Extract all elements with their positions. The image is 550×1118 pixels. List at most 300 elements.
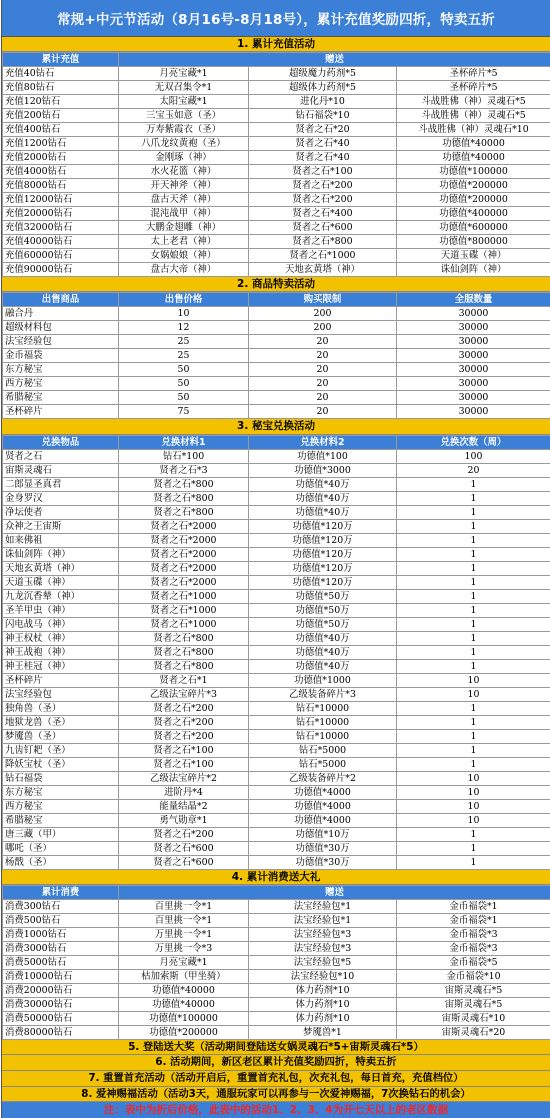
- table-cell: 30000: [397, 335, 550, 349]
- table-cell: 神王桂冠（神）: [3, 659, 119, 673]
- table-cell: 30000: [397, 307, 550, 321]
- table-cell: 净坛使者: [3, 505, 119, 519]
- table-row: [3, 969, 550, 983]
- table-cell: 12: [119, 321, 249, 335]
- table-cell: 充值40钻石: [3, 67, 119, 81]
- header-cell: 兑换材料1: [119, 435, 249, 449]
- table-cell: 贤者之石*800: [119, 477, 249, 491]
- table-cell: 乙级装备碎片*2: [249, 771, 397, 785]
- table-row: [3, 95, 550, 109]
- table-cell: 哪吒（圣）: [3, 841, 119, 855]
- table-row: [3, 729, 550, 743]
- table-row: [3, 743, 550, 757]
- table-cell: 充值32000钻石: [3, 221, 119, 235]
- table-cell: 钻石*100: [119, 449, 249, 463]
- table-row: [3, 757, 550, 771]
- table-cell: 进阶丹*4: [119, 785, 249, 799]
- table-cell: 斗战胜佛（神）灵魂石*10: [397, 123, 550, 137]
- table-cell: 斗战胜佛（神）灵魂石*5: [397, 109, 550, 123]
- table-cell: 太上老君（神）: [119, 235, 249, 249]
- table-cell: 充值40000钻石: [3, 235, 119, 249]
- table-cell: 神王战袍（神）: [3, 645, 119, 659]
- table-row: [3, 1011, 550, 1025]
- table-cell: 金身罗汉: [3, 491, 119, 505]
- table-cell: 功德值*800000: [397, 235, 550, 249]
- table-cell: 贤者之石*200: [119, 827, 249, 841]
- table-row: [3, 363, 550, 377]
- table-cell: 功德值*40000: [397, 151, 550, 165]
- table-cell: 贤者之石*1000: [249, 249, 397, 263]
- header-cell: 累计消费: [3, 885, 119, 899]
- table-cell: 贤者之石*200: [119, 729, 249, 743]
- table-row: [3, 827, 550, 841]
- table-cell: 法宝经验包: [3, 335, 119, 349]
- table-row: [3, 589, 550, 603]
- table-cell: 金刚琢（神）: [119, 151, 249, 165]
- table-cell: 贤者之石*800: [119, 491, 249, 505]
- table-cell: 钻石*10000: [249, 701, 397, 715]
- table-cell: 功德值*120万: [249, 575, 397, 589]
- table-cell: 乙级装备碎片*3: [249, 687, 397, 701]
- table-cell: 钻石*5000: [249, 743, 397, 757]
- table-cell: 10: [397, 771, 550, 785]
- table-cell: 消费80000钻石: [3, 1025, 119, 1039]
- table-cell: 闪电战马（神）: [3, 617, 119, 631]
- table-cell: 金币福袋: [3, 349, 119, 363]
- page-title: 常规+中元节活动（8月16号-8月18号），累计充值奖励四折，特卖五折: [2, 0, 550, 37]
- table-row: [3, 645, 550, 659]
- table-cell: 希腊秘宝: [3, 813, 119, 827]
- table-cell: 1: [397, 631, 550, 645]
- table-cell: 功德值*40万: [249, 505, 397, 519]
- table-cell: 贤者之石*800: [249, 235, 397, 249]
- table-cell: 功德值*600000: [397, 221, 550, 235]
- table-cell: 充值80钻石: [3, 81, 119, 95]
- header-cell: 兑换物品: [3, 435, 119, 449]
- table-cell: 30000: [397, 349, 550, 363]
- table-cell: 降妖宝杖（圣）: [3, 757, 119, 771]
- section-heading-sale: 2. 商品特卖活动: [2, 277, 550, 292]
- table-cell: 消费3000钻石: [3, 941, 119, 955]
- table-cell: 10: [397, 673, 550, 687]
- table-row: [3, 221, 550, 235]
- table-cell: 功德值*50万: [249, 603, 397, 617]
- table-cell: 法宝经验包*3: [249, 927, 397, 941]
- exchange-table: [2, 435, 550, 870]
- table-cell: 充值400钻石: [3, 123, 119, 137]
- table-cell: 贤者之石*800: [119, 659, 249, 673]
- table-cell: 功德值*50万: [249, 617, 397, 631]
- table-cell: 50: [119, 377, 249, 391]
- table-cell: 消费30000钻石: [3, 997, 119, 1011]
- table-cell: 充值200钻石: [3, 109, 119, 123]
- table-cell: 贤者之石*1: [119, 673, 249, 687]
- table-cell: 八爪龙纹黄袍（圣）: [119, 137, 249, 151]
- table-cell: 充值12000钻石: [3, 193, 119, 207]
- table-cell: 功德值*100: [249, 449, 397, 463]
- table-cell: 太阳宝藏*1: [119, 95, 249, 109]
- table-cell: 贤者之石: [3, 449, 119, 463]
- table-cell: 地狱龙兽（圣）: [3, 715, 119, 729]
- table-cell: 钻石*10000: [249, 729, 397, 743]
- table-row: [3, 81, 550, 95]
- table-cell: 贤者之石*200: [249, 179, 397, 193]
- table-cell: 乙级法宝碎片*3: [119, 687, 249, 701]
- table-cell: 75: [119, 405, 249, 419]
- table-row: [3, 673, 550, 687]
- table-cell: 消费300钻石: [3, 899, 119, 913]
- table-cell: 消费500钻石: [3, 913, 119, 927]
- table-cell: 消费1000钻石: [3, 927, 119, 941]
- table-cell: 东方秘宝: [3, 363, 119, 377]
- table-cell: 功德值*120万: [249, 519, 397, 533]
- table-row: [3, 67, 550, 81]
- table-cell: 1: [397, 575, 550, 589]
- table-cell: 功德值*30万: [249, 841, 397, 855]
- table-cell: 贤者之石*2000: [119, 575, 249, 589]
- table-cell: 贤者之石*1000: [119, 603, 249, 617]
- table-cell: 功德值*4000: [249, 799, 397, 813]
- note-discount: 6. 活动期间，新区老区累计充值奖励四折，特卖五折: [2, 1055, 550, 1071]
- table-cell: 独角兽（圣）: [3, 701, 119, 715]
- table-cell: 贤者之石*100: [119, 757, 249, 771]
- recharge-table: [2, 52, 550, 277]
- table-cell: 20: [249, 335, 397, 349]
- table-row: [3, 785, 550, 799]
- table-cell: 女娲娘娘（神）: [119, 249, 249, 263]
- table-cell: 50: [119, 391, 249, 405]
- table-cell: 诛仙剑阵（神）: [3, 547, 119, 561]
- table-cell: 体力药剂*10: [249, 997, 397, 1011]
- table-header-row: [3, 293, 550, 307]
- table-cell: 金币福袋*3: [397, 941, 550, 955]
- table-cell: 功德值*10万: [249, 827, 397, 841]
- table-row: [3, 235, 550, 249]
- table-cell: 1: [397, 729, 550, 743]
- table-cell: 功德值*100000: [397, 165, 550, 179]
- table-cell: 20: [397, 463, 550, 477]
- table-cell: 法宝经验包*1: [249, 899, 397, 913]
- table-cell: 希腊秘宝: [3, 391, 119, 405]
- table-cell: 贤者之石*20: [249, 123, 397, 137]
- table-cell: 功德值*40万: [249, 645, 397, 659]
- table-cell: 法宝经验包*1: [249, 913, 397, 927]
- table-cell: 诛仙剑阵（神）: [397, 263, 550, 277]
- table-cell: 法宝经验包*3: [249, 941, 397, 955]
- table-cell: 功德值*40000: [119, 997, 249, 1011]
- table-cell: 贤者之石*2000: [119, 547, 249, 561]
- table-cell: 圣杯碎片: [3, 405, 119, 419]
- header-cell: 赠送: [119, 885, 550, 899]
- table-cell: 法宝经验包*10: [249, 969, 397, 983]
- table-row: [3, 631, 550, 645]
- table-cell: 宙斯灵魂石*10: [397, 1011, 550, 1025]
- table-cell: 金币福袋*1: [397, 913, 550, 927]
- table-cell: 充值90000钻石: [3, 263, 119, 277]
- table-cell: 1: [397, 603, 550, 617]
- table-cell: 10: [119, 307, 249, 321]
- table-cell: 100: [397, 449, 550, 463]
- table-cell: 神王权杖（神）: [3, 631, 119, 645]
- table-cell: 1: [397, 561, 550, 575]
- table-cell: 30000: [397, 321, 550, 335]
- table-cell: 万里挑一令*3: [119, 941, 249, 955]
- table-cell: 消费10000钻石: [3, 969, 119, 983]
- table-row: [3, 701, 550, 715]
- table-cell: 贤者之石*3: [119, 463, 249, 477]
- table-cell: 功德值*120万: [249, 533, 397, 547]
- table-cell: 超级材料包: [3, 321, 119, 335]
- table-cell: 功德值*40万: [249, 491, 397, 505]
- table-cell: 贤者之石*800: [119, 645, 249, 659]
- header-cell: 出售商品: [3, 293, 119, 307]
- table-row: [3, 799, 550, 813]
- table-cell: 超级魔力药剂*5: [249, 67, 397, 81]
- table-cell: 贤者之石*1000: [119, 589, 249, 603]
- table-cell: 贤者之石*800: [119, 505, 249, 519]
- table-cell: 功德值*3000: [249, 463, 397, 477]
- table-row: [3, 813, 550, 827]
- table-row: [3, 151, 550, 165]
- table-cell: 圣羊甲虫（神）: [3, 603, 119, 617]
- table-cell: 乙级法宝碎片*2: [119, 771, 249, 785]
- table-row: [3, 137, 550, 151]
- table-row: [3, 603, 550, 617]
- table-cell: 功德值*50万: [249, 589, 397, 603]
- table-cell: 20: [249, 391, 397, 405]
- table-cell: 法宝经验包*5: [249, 955, 397, 969]
- table-row: [3, 1025, 550, 1039]
- table-cell: 贤者之石*200: [119, 701, 249, 715]
- header-cell: 累计充值: [3, 53, 119, 67]
- header-cell: 购买限制: [249, 293, 397, 307]
- table-row: [3, 321, 550, 335]
- table-cell: 10: [397, 785, 550, 799]
- table-cell: 功德值*120万: [249, 547, 397, 561]
- table-cell: 开天神斧（神）: [119, 179, 249, 193]
- table-cell: 百里挑一令*1: [119, 899, 249, 913]
- table-row: [3, 519, 550, 533]
- table-cell: 消费50000钻石: [3, 1011, 119, 1025]
- table-cell: 贤者之石*1000: [119, 617, 249, 631]
- table-cell: 20: [249, 405, 397, 419]
- event-sheet: [1, 0, 550, 1118]
- table-cell: 充值2000钻石: [3, 151, 119, 165]
- table-cell: 1: [397, 659, 550, 673]
- table-header-row: [3, 885, 550, 899]
- table-cell: 金币福袋*1: [397, 899, 550, 913]
- table-cell: 钻石福袋*10: [249, 109, 397, 123]
- table-cell: 1: [397, 519, 550, 533]
- table-header-row: [3, 435, 550, 449]
- table-cell: 万里挑一令*1: [119, 927, 249, 941]
- table-cell: 25: [119, 335, 249, 349]
- table-cell: 金币福袋*3: [397, 927, 550, 941]
- table-row: [3, 771, 550, 785]
- table-cell: 九齿钉耙（圣）: [3, 743, 119, 757]
- table-cell: 月亮宝藏*1: [119, 955, 249, 969]
- table-cell: 1: [397, 617, 550, 631]
- section-heading-recharge: 1. 累计充值活动: [2, 37, 550, 52]
- table-cell: 消费5000钻石: [3, 955, 119, 969]
- table-row: [3, 165, 550, 179]
- table-cell: 贤者之石*200: [119, 715, 249, 729]
- table-cell: 10: [397, 687, 550, 701]
- table-cell: 1: [397, 701, 550, 715]
- table-row: [3, 193, 550, 207]
- table-header-row: [3, 53, 550, 67]
- table-cell: 大鹏金翅雕（神）: [119, 221, 249, 235]
- table-cell: 枯加索斯（甲坐骑）: [119, 969, 249, 983]
- table-cell: 无双召集令*1: [119, 81, 249, 95]
- table-cell: 功德值*4000: [249, 785, 397, 799]
- table-cell: 充值60000钻石: [3, 249, 119, 263]
- table-cell: 钻石福袋: [3, 771, 119, 785]
- table-cell: 法宝经验包: [3, 687, 119, 701]
- note-cupid-blessing: 8. 爱神赐福活动（活动3天，通服玩家可以再参与一次爱神赐福，7次换钻石的机会）: [2, 1087, 550, 1103]
- section-heading-exchange: 3. 秘宝兑换活动: [2, 419, 550, 434]
- table-row: [3, 941, 550, 955]
- table-cell: 众神之王宙斯: [3, 519, 119, 533]
- table-row: [3, 913, 550, 927]
- table-cell: 水火花篮（神）: [119, 165, 249, 179]
- table-row: [3, 463, 550, 477]
- table-row: [3, 533, 550, 547]
- table-cell: 圣杯碎片: [3, 673, 119, 687]
- table-cell: 东方秘宝: [3, 785, 119, 799]
- table-row: [3, 449, 550, 463]
- table-cell: 1: [397, 477, 550, 491]
- table-row: [3, 575, 550, 589]
- table-cell: 10: [397, 813, 550, 827]
- table-cell: 1: [397, 855, 550, 869]
- table-cell: 20: [249, 377, 397, 391]
- table-cell: 贤者之石*600: [119, 841, 249, 855]
- table-row: [3, 855, 550, 869]
- table-cell: 融合丹: [3, 307, 119, 321]
- table-row: [3, 659, 550, 673]
- table-row: [3, 561, 550, 575]
- table-cell: 200: [249, 307, 397, 321]
- table-cell: 盘古大帝（神）: [119, 263, 249, 277]
- table-cell: 充值4000钻石: [3, 165, 119, 179]
- note-first-recharge-reset: 7. 重置首充活动（活动开启后，重置首充礼包，次充礼包，每日首充，充值档位）: [2, 1071, 550, 1087]
- table-row: [3, 307, 550, 321]
- table-cell: 200: [249, 321, 397, 335]
- table-cell: 功德值*200000: [119, 1025, 249, 1039]
- sale-table: [2, 292, 550, 419]
- table-cell: 贤者之石*600: [119, 855, 249, 869]
- table-cell: 50: [119, 363, 249, 377]
- table-cell: 百里挑一令*1: [119, 913, 249, 927]
- table-cell: 天道玉碟（神）: [3, 575, 119, 589]
- spend-table: [2, 885, 550, 1040]
- table-cell: 圣杯碎片*5: [397, 67, 550, 81]
- table-cell: 功德值*40万: [249, 659, 397, 673]
- table-cell: 充值8000钻石: [3, 179, 119, 193]
- table-cell: 金币福袋*10: [397, 969, 550, 983]
- table-cell: 10: [397, 799, 550, 813]
- note-login-reward: 5. 登陆送大奖（活动期间登陆送女娲灵魂石*5+宙斯灵魂石*5）: [2, 1040, 550, 1056]
- table-cell: 1: [397, 645, 550, 659]
- table-cell: 金币福袋*5: [397, 955, 550, 969]
- header-cell: 全服数量: [397, 293, 550, 307]
- header-cell: 出售价格: [119, 293, 249, 307]
- table-row: [3, 491, 550, 505]
- table-cell: 梦魇兽（圣）: [3, 729, 119, 743]
- table-cell: 宙斯灵魂石: [3, 463, 119, 477]
- table-row: [3, 477, 550, 491]
- table-cell: 如来佛祖: [3, 533, 119, 547]
- table-cell: 功德值*40万: [249, 477, 397, 491]
- table-row: [3, 207, 550, 221]
- table-cell: 充值120钻石: [3, 95, 119, 109]
- table-cell: 西方秘宝: [3, 799, 119, 813]
- table-row: [3, 179, 550, 193]
- table-cell: 消费20000钻石: [3, 983, 119, 997]
- table-cell: 1: [397, 827, 550, 841]
- table-cell: 钻石*10000: [249, 715, 397, 729]
- table-cell: 功德值*200000: [397, 193, 550, 207]
- table-cell: 贤者之石*40: [249, 137, 397, 151]
- table-row: [3, 109, 550, 123]
- table-cell: 30000: [397, 391, 550, 405]
- table-row: [3, 263, 550, 277]
- table-cell: 天道玉碟（神）: [397, 249, 550, 263]
- table-cell: 1: [397, 505, 550, 519]
- table-cell: 杨戬（圣）: [3, 855, 119, 869]
- table-cell: 西方秘宝: [3, 377, 119, 391]
- table-row: [3, 123, 550, 137]
- table-cell: 1: [397, 547, 550, 561]
- table-cell: 贤者之石*600: [249, 221, 397, 235]
- table-cell: 充值1200钻石: [3, 137, 119, 151]
- table-row: [3, 249, 550, 263]
- table-cell: 三宝玉如意（圣）: [119, 109, 249, 123]
- table-cell: 功德值*200000: [397, 179, 550, 193]
- table-cell: 月亮宝藏*1: [119, 67, 249, 81]
- table-cell: 1: [397, 715, 550, 729]
- table-cell: 盘古天斧（神）: [119, 193, 249, 207]
- table-cell: 20: [249, 349, 397, 363]
- table-cell: 天地玄黄塔（神）: [249, 263, 397, 277]
- table-cell: 功德值*30万: [249, 855, 397, 869]
- table-row: [3, 349, 550, 363]
- table-cell: 贤者之石*2000: [119, 533, 249, 547]
- table-cell: 20: [249, 363, 397, 377]
- table-cell: 功德值*40万: [249, 631, 397, 645]
- table-row: [3, 405, 550, 419]
- table-cell: 贤者之石*2000: [119, 519, 249, 533]
- table-cell: 1: [397, 589, 550, 603]
- table-cell: 能量结晶*2: [119, 799, 249, 813]
- table-cell: 梦魇兽*1: [249, 1025, 397, 1039]
- header-cell: 赠送: [119, 53, 550, 67]
- table-cell: 1: [397, 533, 550, 547]
- table-cell: 勇气勋章*1: [119, 813, 249, 827]
- table-cell: 功德值*4000: [249, 813, 397, 827]
- table-row: [3, 547, 550, 561]
- table-cell: 功德值*400000: [397, 207, 550, 221]
- table-row: [3, 715, 550, 729]
- table-row: [3, 899, 550, 913]
- table-cell: 1: [397, 757, 550, 771]
- table-cell: 30000: [397, 405, 550, 419]
- table-cell: 宙斯灵魂石*20: [397, 1025, 550, 1039]
- header-cell: 兑换材料2: [249, 435, 397, 449]
- table-cell: 25: [119, 349, 249, 363]
- table-cell: 贤者之石*2000: [119, 561, 249, 575]
